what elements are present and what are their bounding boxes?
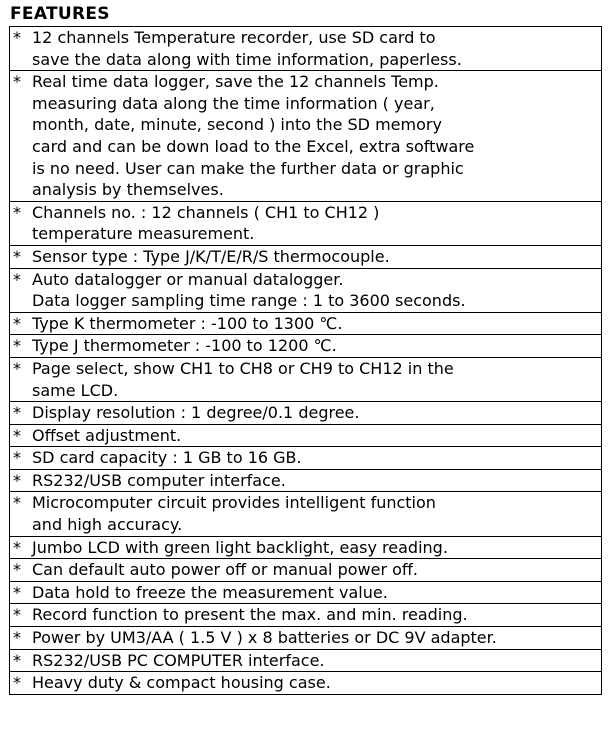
feature-item <box>10 358 601 402</box>
feature-text <box>32 313 601 335</box>
bullet-asterisk: * <box>13 650 21 670</box>
feature-line: measuring data along the time information ( year, <box>32 93 435 113</box>
feature-item <box>10 71 601 202</box>
feature-line: RS232/USB PC COMPUTER interface. <box>32 650 325 670</box>
feature-item <box>10 650 601 673</box>
feature-item <box>10 269 601 313</box>
bullet-asterisk: * <box>13 313 21 333</box>
feature-item <box>10 559 601 582</box>
feature-text <box>32 492 601 535</box>
feature-line: Microcomputer circuit provides intelligent function <box>32 493 436 513</box>
bullet-asterisk: * <box>13 560 21 580</box>
bullet-asterisk: * <box>13 28 21 47</box>
feature-line: Channels no. : 12 channels ( CH1 to CH12 ) <box>32 202 380 222</box>
bullet-asterisk: * <box>13 202 21 222</box>
feature-line: is no need. User can make the further data or graphic <box>32 158 464 178</box>
feature-item <box>10 447 601 470</box>
feature-line: Data hold to freeze the measurement value. <box>32 582 388 602</box>
bullet-asterisk: * <box>13 246 21 266</box>
bullet-asterisk: * <box>13 425 21 445</box>
bullet-asterisk: * <box>13 448 21 468</box>
bullet-asterisk: * <box>13 269 21 289</box>
feature-text <box>32 582 601 604</box>
feature-line: Data logger sampling time range : 1 to 3600 seconds. <box>32 291 466 311</box>
bullet-asterisk: * <box>13 72 21 92</box>
feature-item <box>10 335 601 358</box>
feature-line: Real time data logger, save the 12 channels Temp. <box>32 72 439 92</box>
bullet-asterisk: * <box>13 336 21 356</box>
feature-item <box>10 470 601 493</box>
feature-line: Type J thermometer : -100 to 1200 ℃. <box>32 336 337 356</box>
bullet-asterisk: * <box>13 673 21 693</box>
feature-line: Offset adjustment. <box>32 425 182 445</box>
feature-line: Auto datalogger or manual datalogger. <box>32 269 344 289</box>
bullet-asterisk: * <box>13 403 21 423</box>
feature-item <box>10 627 601 650</box>
feature-item <box>10 202 601 246</box>
feature-text <box>32 559 601 581</box>
feature-line: Heavy duty & compact housing case. <box>32 673 331 693</box>
feature-text <box>32 425 601 447</box>
feature-text <box>32 402 601 424</box>
feature-text <box>32 358 601 401</box>
feature-line: and high accuracy. <box>32 515 183 535</box>
feature-item <box>10 27 601 71</box>
feature-text <box>32 71 601 201</box>
feature-text <box>32 470 601 492</box>
features-heading: FEATURES <box>10 4 110 24</box>
bullet-asterisk: * <box>13 605 21 625</box>
feature-text <box>32 27 601 70</box>
feature-line: Record function to present the max. and min. reading. <box>32 605 468 625</box>
bullet-asterisk: * <box>13 628 21 648</box>
feature-line: card and can be down load to the Excel, extra software <box>32 136 475 156</box>
feature-line: 12 channels Temperature recorder, use SD card to <box>32 28 436 47</box>
feature-item <box>10 492 601 536</box>
bullet-asterisk: * <box>13 582 21 602</box>
feature-line: Jumbo LCD with green light backlight, easy reading. <box>32 537 448 557</box>
feature-line: Can default auto power off or manual power off. <box>32 560 419 580</box>
features-list <box>9 26 602 695</box>
feature-text <box>32 604 601 626</box>
bullet-asterisk: * <box>13 537 21 557</box>
feature-item <box>10 246 601 269</box>
feature-text <box>32 335 601 357</box>
feature-text <box>32 537 601 559</box>
feature-line: month, date, minute, second ) into the SD memory <box>32 115 442 135</box>
feature-item <box>10 313 601 336</box>
feature-text <box>32 672 601 694</box>
bullet-asterisk: * <box>13 493 21 513</box>
feature-text <box>32 650 601 672</box>
feature-line: SD card capacity : 1 GB to 16 GB. <box>32 448 302 468</box>
feature-line: Display resolution : 1 degree/0.1 degree. <box>32 403 360 423</box>
feature-item <box>10 402 601 425</box>
feature-text <box>32 627 601 649</box>
feature-line: same LCD. <box>32 380 119 400</box>
feature-text <box>32 246 601 268</box>
feature-line: Sensor type : Type J/K/T/E/R/S thermocouple. <box>32 246 390 266</box>
feature-line: analysis by themselves. <box>32 180 224 200</box>
feature-item <box>10 672 601 695</box>
feature-text <box>32 202 601 245</box>
feature-line: Page select, show CH1 to CH8 or CH9 to CH12 in the <box>32 358 454 378</box>
feature-text <box>32 269 601 312</box>
feature-item <box>10 425 601 448</box>
feature-item <box>10 582 601 605</box>
bullet-asterisk: * <box>13 470 21 490</box>
feature-line: RS232/USB computer interface. <box>32 470 286 490</box>
feature-item <box>10 604 601 627</box>
feature-text <box>32 447 601 469</box>
feature-line: Type K thermometer : -100 to 1300 ℃. <box>32 313 343 333</box>
feature-line: save the data along with time information, paperless. <box>32 49 462 69</box>
feature-line: temperature measurement. <box>32 224 255 244</box>
feature-item <box>10 537 601 560</box>
feature-line: Power by UM3/AA ( 1.5 V ) x 8 batteries or DC 9V adapter. <box>32 628 497 648</box>
bullet-asterisk: * <box>13 358 21 378</box>
